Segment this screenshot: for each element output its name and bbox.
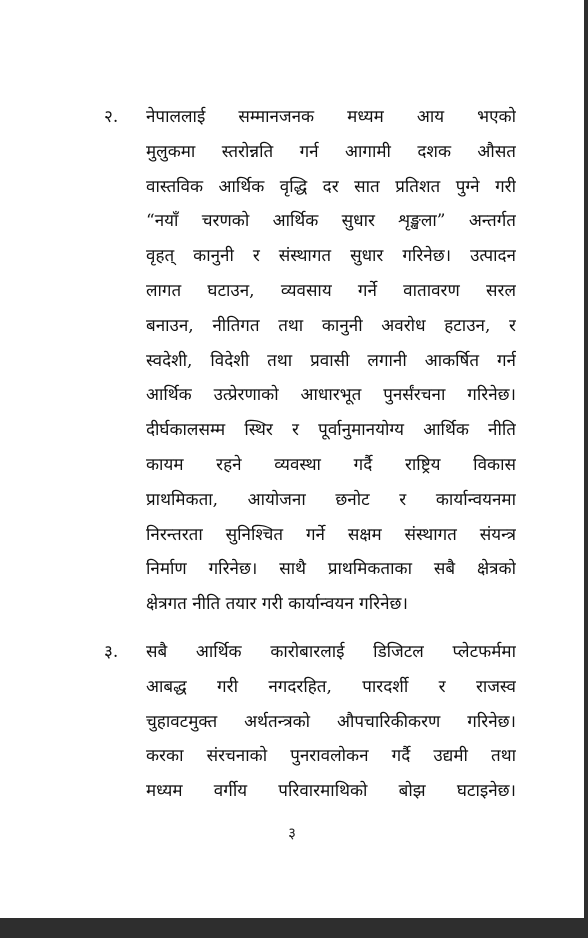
paragraph-body	[146, 635, 516, 809]
paragraph-body	[146, 100, 516, 622]
text-line: मुलुकमा स्तरोन्नति गर्न आगामी दशक औसत	[146, 141, 516, 162]
text-line: स्वदेशी, विदेशी तथा प्रवासी लगानी आकर्षित गर्न	[146, 350, 516, 371]
text-line: निरन्तरता सुनिश्चित गर्ने सक्षम संस्थागत संयन्त्र	[146, 524, 516, 545]
text-line: मध्यम वर्गीय परिवारमाथिको बोझ घटाइनेछ।	[146, 781, 516, 802]
text-line: क्षेत्रगत नीति तयार गरी कार्यान्वयन गरिनेछ।	[146, 594, 408, 615]
text-line: नेपाललाई सम्मानजनक मध्यम आय भएको	[146, 107, 516, 127]
text-line: प्राथमिकता, आयोजना छनोट र कार्यान्वयनमा	[146, 489, 516, 510]
text-line: निर्माण गरिनेछ। साथै प्राथमिकताका सबै क्षेत्रको	[146, 559, 516, 580]
text-line: दीर्घकालसम्म स्थिर र पूर्वानुमानयोग्य आर्थिक नीति	[146, 420, 516, 441]
text-line: वास्तविक आर्थिक वृद्धि दर सात प्रतिशत पुग्ने गरी	[146, 176, 516, 197]
text-line: वृहत् कानुनी र संस्थागत सुधार गरिनेछ। उत्पादन	[146, 246, 516, 267]
text-line: कायम रहने व्यवस्था गर्दै राष्ट्रिय विकास	[146, 454, 516, 475]
text-line: आबद्ध गरी नगदरहित, पारदर्शी र राजस्व	[146, 676, 516, 697]
paragraph-3	[104, 635, 516, 809]
page-number: ३	[288, 824, 296, 842]
text-line: सबै आर्थिक कारोबारलाई डिजिटल प्लेटफर्ममा	[146, 642, 516, 662]
page-edge-bottom	[0, 918, 588, 938]
paragraph-2	[104, 100, 516, 622]
page-edge-right	[584, 0, 588, 938]
paragraph-number: ३.	[104, 642, 119, 662]
text-line: आर्थिक उत्प्रेरणाको आधारभूत पुनर्संरचना गरिनेछ।	[146, 385, 516, 406]
paragraph-number: २.	[104, 107, 119, 127]
text-line: करका संरचनाको पुनरावलोकन गर्दै उद्यमी तथा	[146, 746, 516, 767]
text-line: लागत घटाउन, व्यवसाय गर्ने वातावरण सरल	[146, 280, 516, 301]
text-line: “नयाँ चरणको आर्थिक सुधार शृङ्खला” अन्तर्गत	[146, 211, 516, 232]
text-line: चुहावटमुक्त अर्थतन्त्रको औपचारिकीकरण गरिनेछ।	[146, 711, 516, 732]
text-line: बनाउन, नीतिगत तथा कानुनी अवरोध हटाउन, र	[146, 315, 516, 336]
